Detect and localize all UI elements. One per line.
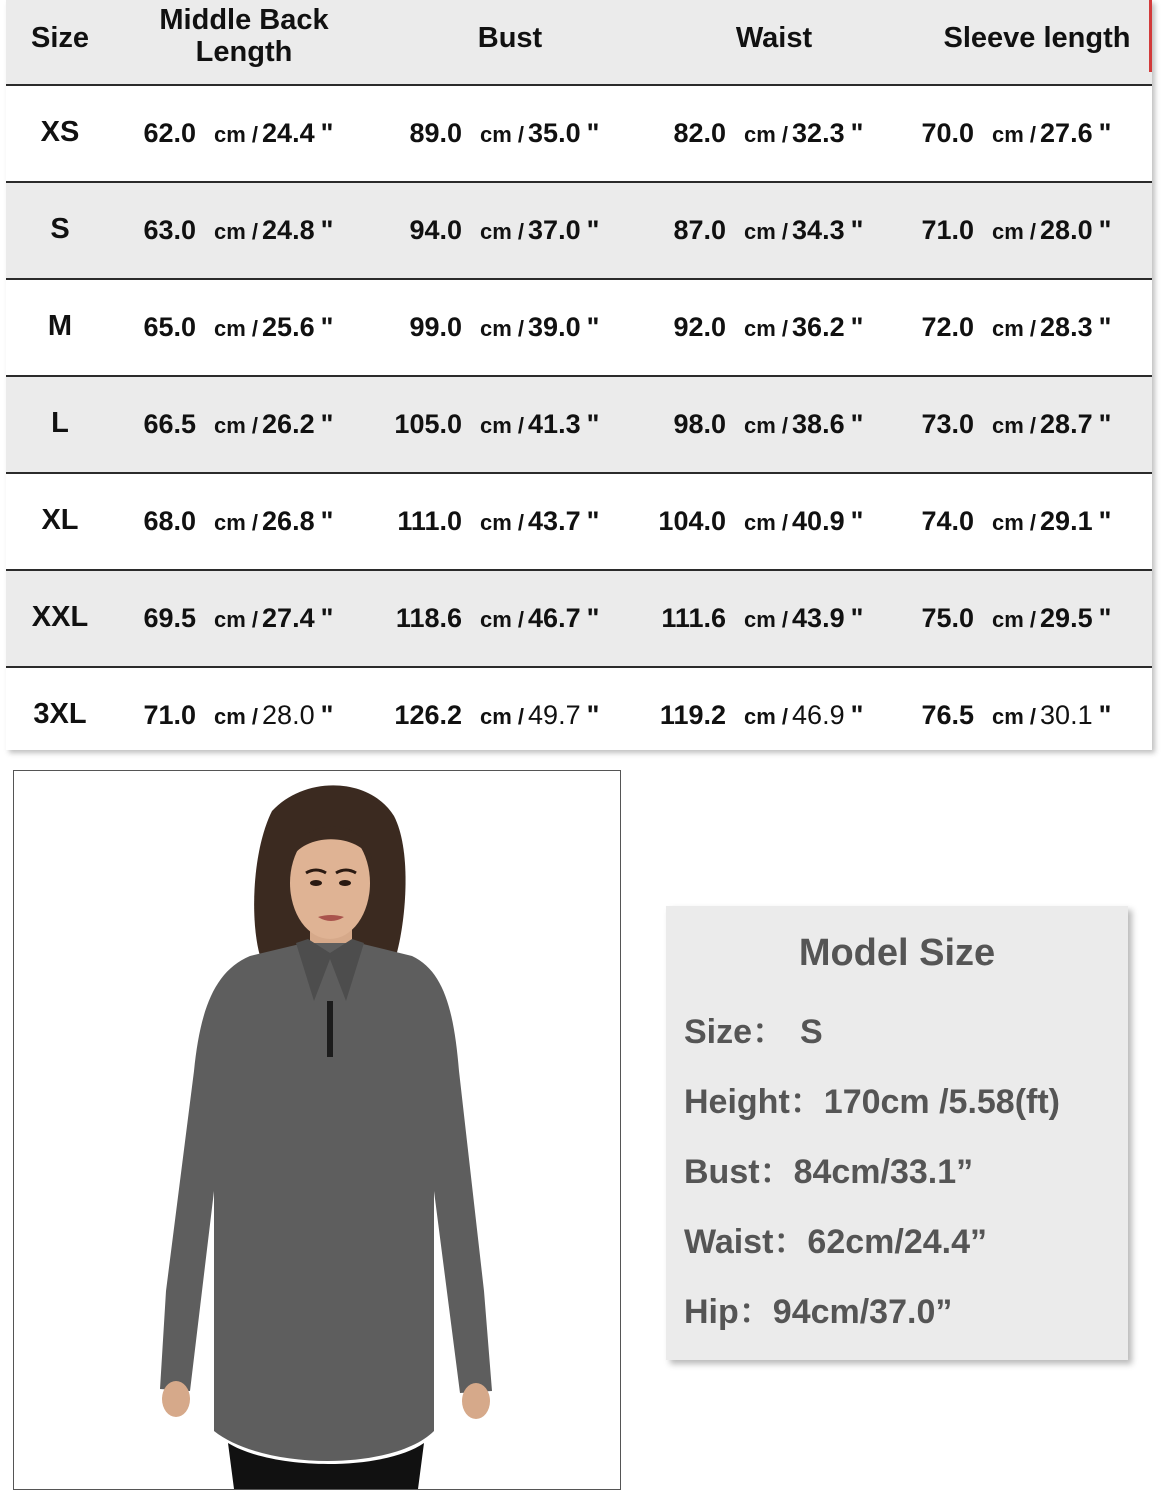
model-size-label: Size： xyxy=(684,1013,787,1051)
back-cm-value: 69.5 xyxy=(143,603,196,633)
model-size-title: Model Size xyxy=(798,932,996,974)
header-bust: Bust xyxy=(477,22,543,54)
unit-inch: " xyxy=(850,700,864,730)
unit-cm: cm / xyxy=(214,704,259,729)
unit-cm: cm / xyxy=(480,219,525,244)
waist-cm-value: 87.0 xyxy=(673,215,726,245)
sleeve-cm-value: 73.0 xyxy=(921,409,974,439)
sleeve-cm-value: 72.0 xyxy=(921,312,974,342)
table-row xyxy=(6,377,1152,472)
waist-cell xyxy=(648,603,863,634)
bust-inch-value: 39.0 xyxy=(528,312,581,342)
unit-cm: cm / xyxy=(480,704,525,729)
back-inch-value: 28.0 xyxy=(262,700,315,730)
table-row xyxy=(6,86,1152,181)
table-row xyxy=(6,474,1152,569)
bust-cm-value: 126.2 xyxy=(394,700,462,730)
unit-inch: " xyxy=(586,603,600,633)
bust-inch-value: 41.3 xyxy=(528,409,581,439)
sleeve-cell xyxy=(904,506,1111,537)
unit-inch: " xyxy=(586,312,600,342)
unit-inch: " xyxy=(850,506,864,536)
size-cell: L xyxy=(51,407,69,439)
model-height-value: 170cm /5.58(ft) xyxy=(823,1083,1061,1121)
waist-cell xyxy=(648,118,863,149)
unit-inch: " xyxy=(320,506,334,536)
size-chart-table xyxy=(6,0,1152,750)
bust-inch-value: 46.7 xyxy=(528,603,581,633)
waist-inch-value: 38.6 xyxy=(792,409,845,439)
unit-cm: cm / xyxy=(992,122,1037,147)
unit-inch: " xyxy=(1098,603,1112,633)
sleeve-cell xyxy=(904,312,1111,343)
header-sleeve-length: Sleeve length xyxy=(943,22,1131,54)
back-inch-value: 26.2 xyxy=(262,409,315,439)
size-cell: XXL xyxy=(31,601,89,633)
unit-inch: " xyxy=(320,700,334,730)
unit-inch: " xyxy=(320,409,334,439)
back-cell xyxy=(126,118,333,149)
unit-cm: cm / xyxy=(744,413,789,438)
bust-cell xyxy=(384,603,599,634)
size-cell: M xyxy=(47,310,73,342)
unit-cm: cm / xyxy=(214,607,259,632)
unit-inch: " xyxy=(320,312,334,342)
model-size-card xyxy=(666,906,1128,1360)
model-bust-value: 84cm/33.1” xyxy=(793,1153,974,1191)
bust-cm-value: 94.0 xyxy=(409,215,462,245)
back-inch-value: 24.4 xyxy=(262,118,315,148)
unit-cm: cm / xyxy=(992,316,1037,341)
bust-inch-value: 49.7 xyxy=(528,700,581,730)
waist-inch-value: 40.9 xyxy=(792,506,845,536)
sleeve-cm-value: 76.5 xyxy=(921,700,974,730)
red-edge-mark xyxy=(1149,0,1152,72)
unit-cm: cm / xyxy=(992,607,1037,632)
model-height-row xyxy=(684,1074,1060,1123)
unit-cm: cm / xyxy=(480,607,525,632)
waist-cell xyxy=(648,409,863,440)
unit-cm: cm / xyxy=(992,413,1037,438)
model-size-row xyxy=(684,1004,823,1053)
bust-cell xyxy=(384,506,599,537)
unit-inch: " xyxy=(586,118,600,148)
table-row xyxy=(6,668,1152,763)
model-size-value: S xyxy=(800,1013,823,1051)
waist-cm-value: 111.6 xyxy=(661,603,726,633)
sleeve-inch-value: 28.0 xyxy=(1040,215,1093,245)
waist-inch-value: 46.9 xyxy=(792,700,845,730)
sleeve-cm-value: 74.0 xyxy=(921,506,974,536)
back-inch-value: 24.8 xyxy=(262,215,315,245)
sleeve-inch-value: 29.1 xyxy=(1040,506,1093,536)
sleeve-inch-value: 29.5 xyxy=(1040,603,1093,633)
back-cell xyxy=(126,603,333,634)
unit-cm: cm / xyxy=(744,510,789,535)
waist-inch-value: 36.2 xyxy=(792,312,845,342)
unit-inch: " xyxy=(850,118,864,148)
bust-cm-value: 118.6 xyxy=(395,603,462,633)
bust-cell xyxy=(384,215,599,246)
sleeve-cell xyxy=(904,215,1111,246)
unit-cm: cm / xyxy=(744,316,789,341)
unit-cm: cm / xyxy=(744,122,789,147)
unit-cm: cm / xyxy=(992,219,1037,244)
bust-cell xyxy=(384,118,599,149)
unit-cm: cm / xyxy=(214,413,259,438)
back-cell xyxy=(126,312,333,343)
back-cell xyxy=(126,506,333,537)
unit-cm: cm / xyxy=(480,510,525,535)
waist-cm-value: 119.2 xyxy=(659,700,726,730)
back-cell xyxy=(126,409,333,440)
unit-inch: " xyxy=(586,506,600,536)
header-middle-back-line1: Middle Back xyxy=(159,4,329,36)
waist-cm-value: 98.0 xyxy=(673,409,726,439)
back-inch-value: 26.8 xyxy=(262,506,315,536)
sleeve-cm-value: 75.0 xyxy=(921,603,974,633)
unit-cm: cm / xyxy=(480,413,525,438)
waist-cm-value: 82.0 xyxy=(673,118,726,148)
back-cm-value: 62.0 xyxy=(143,118,196,148)
model-photo xyxy=(13,770,621,1490)
unit-inch: " xyxy=(320,215,334,245)
model-waist-label: Waist： xyxy=(684,1223,808,1261)
back-inch-value: 27.4 xyxy=(262,603,315,633)
unit-inch: " xyxy=(850,603,864,633)
unit-inch: " xyxy=(1098,215,1112,245)
unit-inch: " xyxy=(320,118,334,148)
sleeve-cell xyxy=(904,409,1111,440)
back-cm-value: 65.0 xyxy=(143,312,196,342)
model-bust-row xyxy=(684,1144,973,1193)
unit-inch: " xyxy=(1098,506,1112,536)
unit-inch: " xyxy=(1098,118,1112,148)
sleeve-cell xyxy=(904,118,1111,149)
model-height-label: Height： xyxy=(684,1083,824,1121)
bust-inch-value: 35.0 xyxy=(528,118,581,148)
waist-cell xyxy=(648,312,863,343)
waist-cell xyxy=(648,506,863,537)
sleeve-inch-value: 30.1 xyxy=(1040,700,1093,730)
model-illustration xyxy=(14,771,620,1489)
waist-cm-value: 104.0 xyxy=(658,506,726,536)
bust-cell xyxy=(384,312,599,343)
unit-inch: " xyxy=(1098,312,1112,342)
unit-inch: " xyxy=(586,409,600,439)
bust-inch-value: 37.0 xyxy=(528,215,581,245)
unit-inch: " xyxy=(850,215,864,245)
waist-cm-value: 92.0 xyxy=(673,312,726,342)
sleeve-cell xyxy=(904,603,1111,634)
model-waist-row xyxy=(684,1214,987,1263)
table-row xyxy=(6,280,1152,375)
header-size: Size xyxy=(30,22,90,54)
header-waist: Waist xyxy=(735,22,813,54)
sleeve-cm-value: 71.0 xyxy=(921,215,974,245)
back-cm-value: 66.5 xyxy=(143,409,196,439)
back-cell xyxy=(126,215,333,246)
size-cell: XS xyxy=(40,116,80,148)
unit-cm: cm / xyxy=(480,316,525,341)
unit-cm: cm / xyxy=(992,510,1037,535)
sleeve-cell xyxy=(904,700,1111,731)
unit-cm: cm / xyxy=(480,122,525,147)
unit-cm: cm / xyxy=(214,219,259,244)
header-middle-back-line2: Length xyxy=(195,36,293,68)
unit-inch: " xyxy=(850,409,864,439)
back-cm-value: 68.0 xyxy=(143,506,196,536)
unit-inch: " xyxy=(850,312,864,342)
unit-cm: cm / xyxy=(744,219,789,244)
sleeve-inch-value: 28.3 xyxy=(1040,312,1093,342)
bust-cm-value: 99.0 xyxy=(409,312,462,342)
model-waist-value: 62cm/24.4” xyxy=(807,1223,988,1261)
unit-cm: cm / xyxy=(214,316,259,341)
unit-cm: cm / xyxy=(992,704,1037,729)
unit-inch: " xyxy=(1098,409,1112,439)
bust-cm-value: 111.0 xyxy=(397,506,462,536)
table-header xyxy=(6,0,1152,84)
table-row xyxy=(6,571,1152,666)
back-inch-value: 25.6 xyxy=(262,312,315,342)
size-cell: XL xyxy=(41,504,79,536)
header-middle-back-length xyxy=(126,4,362,68)
size-cell: 3XL xyxy=(33,698,87,730)
unit-cm: cm / xyxy=(214,122,259,147)
bust-cm-value: 89.0 xyxy=(409,118,462,148)
unit-inch: " xyxy=(586,700,600,730)
waist-inch-value: 34.3 xyxy=(792,215,845,245)
back-cell xyxy=(126,700,333,731)
unit-inch: " xyxy=(586,215,600,245)
back-cm-value: 71.0 xyxy=(143,700,196,730)
unit-inch: " xyxy=(1098,700,1112,730)
back-cm-value: 63.0 xyxy=(143,215,196,245)
model-hip-value: 94cm/37.0” xyxy=(772,1293,953,1331)
bust-cm-value: 105.0 xyxy=(394,409,462,439)
bust-cell xyxy=(384,700,599,731)
sleeve-cm-value: 70.0 xyxy=(921,118,974,148)
bust-cell xyxy=(384,409,599,440)
waist-cell xyxy=(648,215,863,246)
waist-inch-value: 43.9 xyxy=(792,603,845,633)
model-hip-row xyxy=(684,1284,952,1333)
bust-inch-value: 43.7 xyxy=(528,506,581,536)
unit-cm: cm / xyxy=(744,607,789,632)
model-hip-label: Hip： xyxy=(684,1293,773,1331)
unit-inch: " xyxy=(320,603,334,633)
model-bust-label: Bust： xyxy=(684,1153,794,1191)
unit-cm: cm / xyxy=(744,704,789,729)
waist-cell xyxy=(648,700,863,731)
size-cell: S xyxy=(50,213,70,245)
unit-cm: cm / xyxy=(214,510,259,535)
sleeve-inch-value: 27.6 xyxy=(1040,118,1093,148)
table-row xyxy=(6,183,1152,278)
sleeve-inch-value: 28.7 xyxy=(1040,409,1093,439)
waist-inch-value: 32.3 xyxy=(792,118,845,148)
